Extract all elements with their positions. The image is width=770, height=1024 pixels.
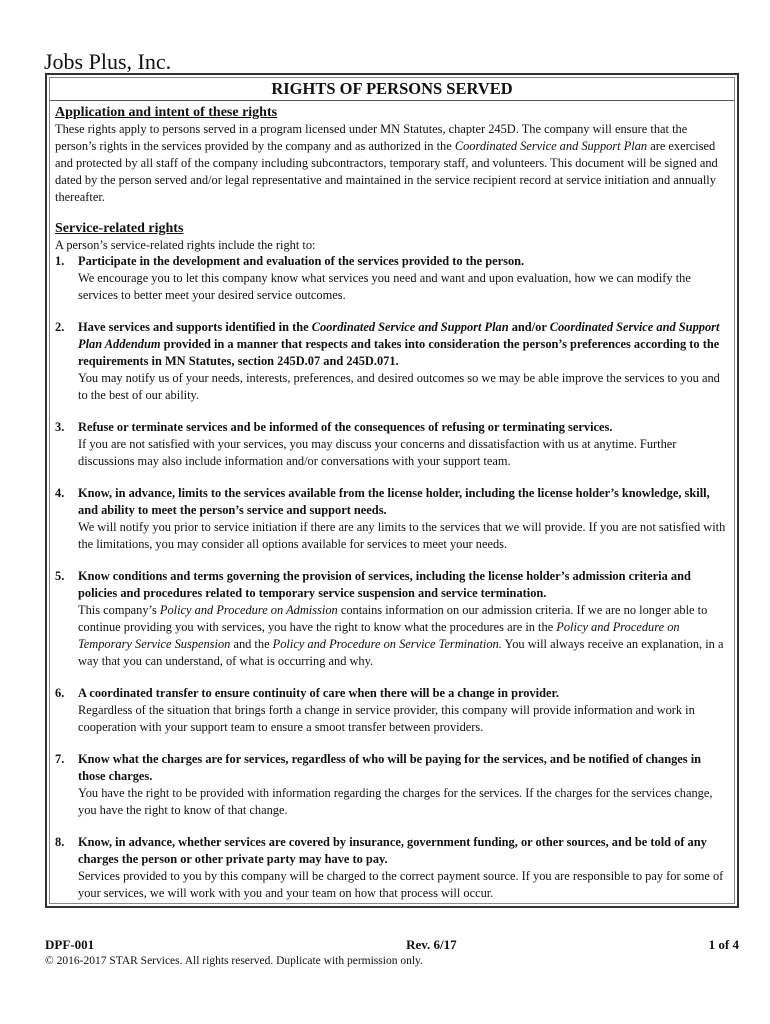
application-section-title: Application and intent of these rights <box>55 105 278 120</box>
right-item-2 <box>55 319 729 404</box>
right-heading: Know conditions and terms governing the provision of services, including the license holder’s admission criteria and policies and procedures related to temporary service suspension and service termination. <box>78 569 691 600</box>
right-item-4 <box>55 485 729 553</box>
right-description: We encourage you to let this company know what services you need and want and upon evaluation, how we can modify the services to better meet your desired service outcomes. <box>78 271 691 302</box>
application-text-em: Coordinated Service and Support Plan <box>454 139 648 153</box>
right-heading-part: Have services and supports identified in the <box>78 320 312 334</box>
service-intro: A person’s service-related rights include the right to: <box>55 238 316 252</box>
right-item-3 <box>55 419 729 470</box>
right-item-6 <box>55 685 729 736</box>
right-heading-em: Coordinated Service and Support Plan Addendum <box>78 320 720 351</box>
right-description-em: Policy and Procedure on Admission <box>159 603 338 617</box>
document-title: RIGHTS OF PERSONS SERVED <box>50 78 734 101</box>
right-item-7 <box>55 751 729 819</box>
right-description-part: This company’s <box>78 603 160 617</box>
right-description-part: You will always receive an explanation, in a way that you can understand, of what is occurring and why. <box>78 637 724 668</box>
right-item-5 <box>55 568 729 670</box>
company-name: Jobs Plus, Inc. <box>44 49 172 74</box>
revision-label: Rev. 6/17 <box>406 937 457 952</box>
right-heading: Know, in advance, whether services are covered by insurance, government funding, or other sources, and be told of any charges the person or other private party may have to pay. <box>78 835 707 866</box>
page-number: 1 of 4 <box>708 937 739 952</box>
right-description: You have the right to be provided with information regarding the charges for the services. If the charges for the services change, you have the right to know of that change. <box>78 786 713 817</box>
right-number: 6. <box>55 686 65 700</box>
right-description: We will notify you prior to service initiation if there are any limits to the services that we will provide. If you are not satisfied with the limitations, you may consider all options available for services to meet your needs. <box>78 520 726 551</box>
form-id: DPF-001 <box>45 937 95 952</box>
right-heading: Know what the charges are for services, regardless of who will be paying for the services, and be notified of changes in those charges. <box>78 752 702 783</box>
page-footer <box>45 937 739 969</box>
right-number: 5. <box>55 569 65 583</box>
right-description-em: Policy and Procedure on Service Termination. <box>272 637 502 651</box>
right-number: 7. <box>55 752 65 766</box>
right-number: 4. <box>55 486 65 500</box>
right-item-8 <box>55 834 729 902</box>
right-description-part: contains information on our admission criteria. If we are no longer able to continue providing you with services, you have the right to know what the procedures are in the <box>78 603 708 634</box>
right-number: 2. <box>55 320 65 334</box>
right-number: 3. <box>55 420 65 434</box>
rights-list <box>55 253 729 902</box>
right-description: Services provided to you by this company will be charged to the correct payment source. If you are responsible to pay for some of your services, we will work with you and your team on how that process will occur. <box>78 869 724 900</box>
right-description: You may notify us of your needs, interests, preferences, and desired outcomes so we may be able improve the services to you and to the best of our ability. <box>78 371 720 402</box>
right-heading: Participate in the development and evaluation of the services provided to the person. <box>78 254 525 268</box>
copyright-notice: © 2016-2017 STAR Services. All rights reserved. Duplicate with permission only. <box>45 955 423 967</box>
right-heading: A coordinated transfer to ensure continuity of care when there will be a change in provider. <box>78 686 559 700</box>
right-heading-part: and/or <box>508 320 550 334</box>
right-heading <box>78 319 729 370</box>
application-text <box>55 121 729 206</box>
application-text-b: are exercised and protected by all staff of the company including subcontractors, temporary staff, and volunteers. This document will be signed and dated by the person served and/or legal representative and maintained in the service recipient record at service initiation and annually thereafter. <box>55 139 718 204</box>
right-item-1 <box>55 253 729 304</box>
right-heading-em: Coordinated Service and Support Plan <box>311 320 509 334</box>
right-description-part: and the <box>230 637 273 651</box>
right-description <box>78 602 729 670</box>
right-number: 1. <box>55 254 65 268</box>
footer-row <box>45 937 739 953</box>
right-description-em: Policy and Procedure on Temporary Service Suspension <box>78 620 680 651</box>
right-heading-part: provided in a manner that respects and takes into consideration the person’s preferences according to the requirements in MN Statutes, section 245D.07 and 245D.071. <box>78 337 720 368</box>
right-description: If you are not satisfied with your services, you may discuss your concerns and dissatisfaction with us at anytime. Further discussions may also include information and/or conversations with your support team. <box>78 437 677 468</box>
application-text-a: These rights apply to persons served in a program licensed under MN Statutes, chapter 245D. The company will ensure that the person’s rights in the services provided by the company and as authorized in the <box>55 122 688 153</box>
service-section-title: Service-related rights <box>55 221 184 236</box>
rights-frame-inner <box>49 77 735 904</box>
right-heading: Refuse or terminate services and be informed of the consequences of refusing or terminating services. <box>78 420 613 434</box>
right-number: 8. <box>55 835 65 849</box>
right-heading: Know, in advance, limits to the services available from the license holder, including the license holder’s knowledge, skill, and ability to meet the person’s service and support needs. <box>78 486 710 517</box>
right-description: Regardless of the situation that brings forth a change in service provider, this company will provide information and work in cooperation with your support team to ensure a smoot transfer between providers. <box>78 703 695 734</box>
rights-frame <box>45 73 739 908</box>
